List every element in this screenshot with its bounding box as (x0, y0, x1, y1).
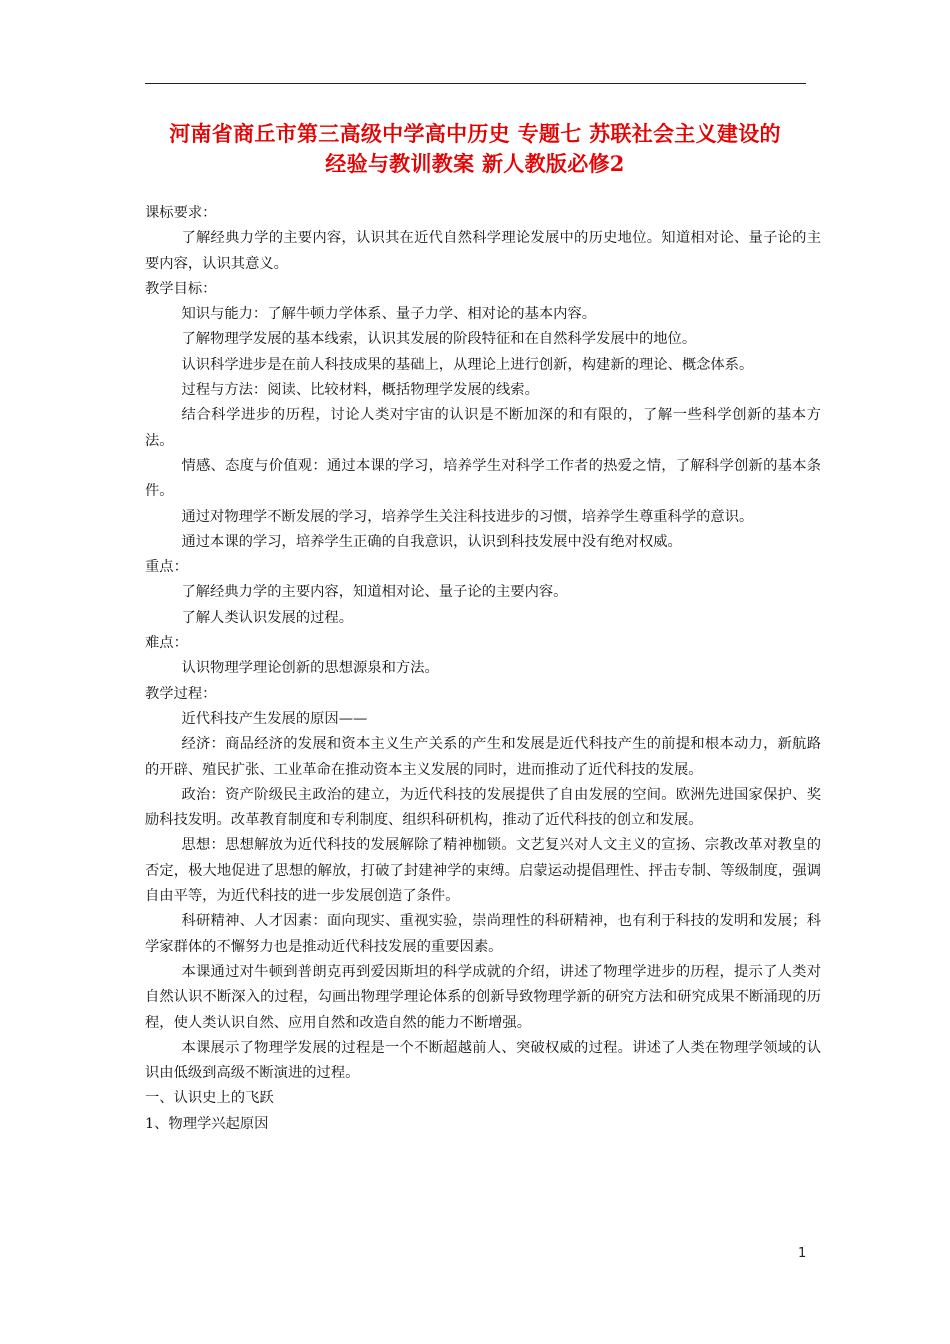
body-paragraph: 思想：思想解放为近代科技的发展解除了精神枷锁。文艺复兴对人文主义的宣扬、宗教改革对教皇的否定，极大地促进了思想的解放，打破了封建神学的束缚。启蒙运动提倡理性、抨击专制、等级制度，强调自由平等，为近代科技的进一步发展创造了条件。 (145, 837, 821, 905)
body-paragraph: 近代科技产生发展的原因—— (181, 710, 368, 727)
section-heading: 教学目标： (145, 280, 217, 297)
page-number: 1 (798, 1246, 807, 1261)
document-title (120, 119, 830, 179)
section-heading: 难点： (145, 635, 188, 652)
body-paragraph: 通过对物理学不断发展的学习，培养学生关注科技进步的习惯，培养学生尊重科学的意识。 (181, 508, 754, 525)
body-paragraph: 经济：商品经济的发展和资本主义生产关系的产生和发展是近代科技产生的前提和根本动力，新航路的开辟、殖民扩张、工业革命在推动资本主义发展的同时，进而推动了近代科技的发展。 (145, 736, 821, 778)
body-paragraph: 情感、态度与价值观：通过本课的学习，培养学生对科学工作者的热爱之情，了解科学创新的基本条件。 (145, 457, 821, 500)
section-heading: 教学过程： (145, 685, 217, 702)
body-paragraph: 通过本课的学习，培养学生正确的自我意识，认识到科技发展中没有绝对权威。 (181, 533, 682, 550)
body-paragraph: 了解人类认识发展的过程。 (181, 609, 354, 626)
section-heading: 课标要求： (145, 205, 217, 221)
body-paragraph: 认识物理学理论创新的思想源泉和方法。 (181, 660, 439, 677)
header-rule (145, 83, 806, 84)
body-paragraph: 科研精神、人才因素：面向现实、重视实验，崇尚理性的科研精神，也有利于科技的发明和发展；科学家群体的不懈努力也是推动近代科技发展的重要因素。 (145, 913, 821, 955)
body-paragraph: 了解经典力学的主要内容，认识其在近代自然科学理论发展中的历史地位。知道相对论、量子论的主要内容，认识其意义。 (145, 230, 821, 272)
body-paragraph: 知识与能力：了解牛顿力学体系、量子力学、相对论的基本内容。 (181, 306, 597, 323)
body-paragraph: 了解经典力学的主要内容，知道相对论、量子论的主要内容。 (181, 584, 568, 601)
title-line-1: 河南省商丘市第三高级中学高中历史 专题七 苏联社会主义建设的 (169, 121, 781, 146)
body-paragraph: 政治：资产阶级民主政治的建立，为近代科技的发展提供了自由发展的空间。欧洲先进国家保护、奖励科技发明。改革教育制度和专利制度、组织科研机构，推动了近代科技的创立和发展。 (145, 786, 821, 829)
body-paragraph: 结合科学进步的历程，讨论人类对宇宙的认识是不断加深的和有限的，了解一些科学创新的基本方法。 (145, 407, 821, 449)
document-body (145, 201, 821, 1137)
body-paragraph: 过程与方法：阅读、比较材料，概括物理学发展的线索。 (181, 382, 539, 399)
body-paragraph: 认识科学进步是在前人科技成果的基础上，从理论上进行创新，构建新的理论、概念体系。 (181, 356, 754, 373)
body-paragraph: 了解物理学发展的基本线索，认识其发展的阶段特征和在自然科学发展中的地位。 (181, 331, 697, 348)
section-heading: 一、认识史上的飞跃 (145, 1090, 274, 1107)
body-paragraph: 本课展示了物理学发展的过程是一个不断超越前人、突破权威的过程。讲述了人类在物理学领域的认识由低级到高级不断演进的过程。 (145, 1039, 821, 1082)
body-paragraph: 本课通过对牛顿到普朗克再到爱因斯坦的科学成就的介绍，讲述了物理学进步的历程，提示了人类对自然认识不断深入的过程，勾画出物理学理论体系的创新导致物理学新的研究方法和研究成果不断涌现的历程，使人类认识自然、应用自然和改造自然的能力不断增强。 (145, 963, 821, 1031)
section-heading: 1、物理学兴起原因 (145, 1115, 269, 1132)
title-line-2: 经验与教训教案 新人教版必修2 (325, 151, 625, 176)
section-heading: 重点： (145, 559, 188, 576)
